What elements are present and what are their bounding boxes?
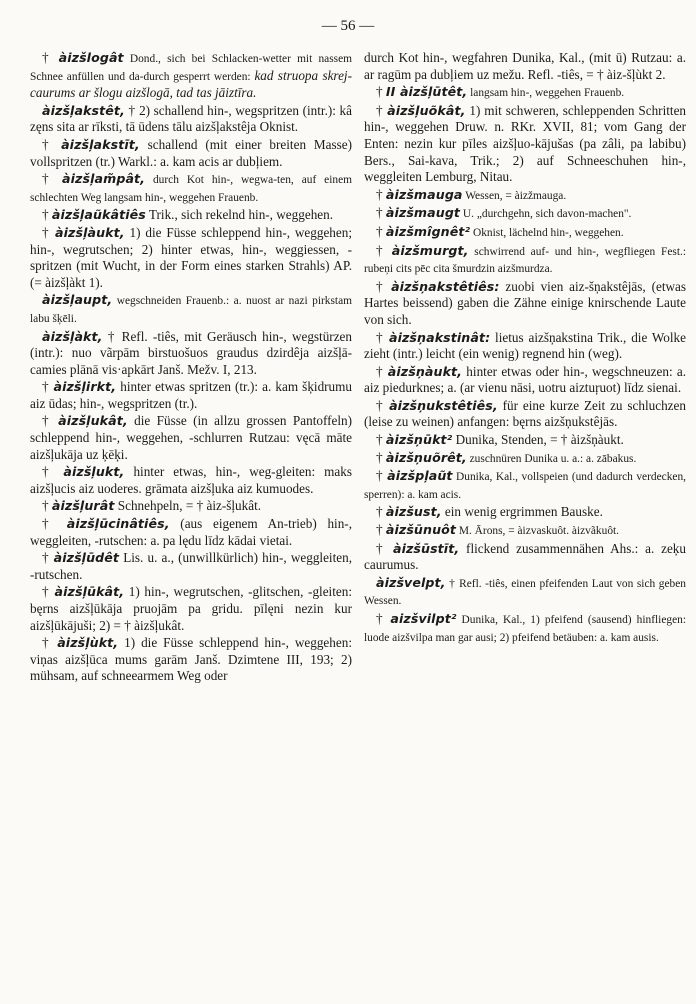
right-column [364, 50, 686, 647]
dictionary-entry [364, 279, 686, 329]
entry-marker: † [42, 50, 59, 65]
entry-headword: àizšļaupt, [42, 292, 113, 308]
entry-note: zuschnüren Dunika u. a.: a. zābakus. [466, 452, 637, 465]
entry-example: kad struopa skrej-caurums ar šlogu aizšlogā, tad tas jāiztīra. [30, 67, 352, 101]
entry-definition: hinter etwas spritzen (tr.): a. kam šķidrumu aiz ūdas; hin-, wegspritzen (tr.). [30, 379, 353, 411]
entry-definition: ein wenig ergrimmen Bauske. [441, 504, 603, 520]
entry-definition: schallend (mit einer breiten Masse) vollspritzen (tr.) Warkl.: a. kam acis ar dubļiem. [30, 136, 353, 169]
entry-headword: àizšpļaũt [387, 468, 453, 484]
entry-headword: àizšļūdêt [53, 550, 120, 566]
entry-marker: † [42, 171, 63, 187]
entry-marker: † [376, 449, 386, 465]
dictionary-entry [364, 187, 686, 205]
entry-note: Dond., sich bei Schlacken-wetter mit nassem Schnee anfüllen und da-durch gesperrt werden: [30, 53, 353, 83]
entry-headword: àizšmîgnêt² [385, 223, 471, 239]
entry-note: † Refl. -tiês, einen pfeifenden Laut von sich geben Wessen. [364, 577, 686, 608]
entry-definition: lietus aizšņakstina Trik., die Wolke zieht (intr.) leicht (ein wenig) regnend hin (weg). [364, 329, 686, 362]
entry-definition: 1) hin-, wegrutschen, -glitschen, -gleiten: bęrns aizšļūkāja pruojām pa gridu. pīlęni nezin kur aizšļūkājuši; 2) = † àizšļukât. [30, 584, 352, 633]
entry-marker: † [42, 635, 58, 651]
dictionary-entry [30, 550, 352, 583]
entry-marker: † [376, 329, 389, 345]
entry-headword: àizšļuõkât, [387, 102, 466, 118]
entry-headword: àizšļakstêt, [42, 102, 125, 118]
entry-marker: † [42, 584, 55, 600]
dictionary-entry [364, 432, 686, 449]
dictionary-entry [364, 611, 686, 646]
entry-note: Wessen, = àizžmauga. [462, 189, 567, 202]
dictionary-entry [364, 398, 686, 431]
dictionary-entry [364, 205, 686, 223]
entry-definition: die Füsse (in allzu grossen Pantoffeln) schleppend hin-, weggehen, -schlurren Rutzau: vęcā māte aizšļukāja uz ķēķi. [30, 413, 353, 462]
entry-marker: † [376, 242, 392, 258]
entry-definition: Lis. u. a., (unwillkürlich) hin-, weggleiten, -rutschen. [30, 550, 352, 582]
entry-note: Oknist, lächelnd hin-, weggehen. [470, 226, 624, 239]
entry-headword: àizšļàkt, [42, 328, 103, 344]
entry-definition: durch Kot hin-, wegfahren Dunika, Kal., (mit ū) Rutzau: a. ar ragūm pa dubļiem uz mežu. Refl. -tiês, = † àiz-šļùkt 2. [364, 50, 686, 82]
entry-definition: † Refl. -tiês, mit Geräusch hin-, wegstürzen (intr.): nuo vãrpām birstuošuos graudus dzirdêja aizšļā-camies plānā vis·apkārt Janš. Mežv. I, 213. [30, 328, 352, 377]
entry-headword: àizšūnuôt [385, 522, 457, 538]
entry-definition: 1) die Füsse schleppend hin-, weggehen; hin-, wegrutschen; 2) hinter etwas, hin-, weggiessen, -spritzen (mit Wucht, in der Form eines starken Strahls) AP. (= àizšļàkt 1). [30, 224, 352, 290]
entry-marker: † [376, 186, 386, 202]
entry-headword: àizšļukt, [63, 464, 125, 480]
dictionary-entry [30, 292, 352, 327]
entry-marker: † [376, 102, 388, 118]
entry-marker: † [42, 413, 59, 429]
entry-marker: † [376, 432, 386, 448]
entry-headword: àizšļurât [51, 498, 115, 514]
entry-note: wegschneiden Frauenb.: a. nuost ar nazi pirkstam labu šķēli. [30, 295, 352, 325]
entry-headword: àizšļirkt, [53, 379, 117, 395]
entry-definition: Dunika, Stenden, = † àizšņàukt. [452, 432, 624, 448]
dictionary-entry [30, 329, 352, 379]
entry-headword: àizšūstīt, [392, 540, 460, 556]
entry-marker: † [376, 278, 392, 294]
entry-note: Dunika, Kal., vollspeien (und dadurch verdecken, sperren): a. kam acis. [364, 471, 687, 501]
entry-marker: † [42, 379, 54, 395]
entry-headword: àizšļakstīt, [61, 136, 140, 152]
dictionary-entry [30, 171, 352, 206]
entry-definition: 1) mit schweren, schleppenden Schritten hin-, weggehen Druw. n. RKr. XVII, 81; vom Gang der Enten: nezin kur pīles aizšļuo-kājušas (pa zâli, pa labibu) Bers., Sai-kava, Trik.; 2) auf Schneeschuhen hin-, weggleiten Lemburg, Nitau. [364, 102, 687, 185]
dictionary-entry [364, 50, 686, 83]
entry-headword: àizšļūkât, [54, 584, 125, 600]
dictionary-entry [364, 103, 686, 186]
entry-definition: für eine kurze Zeit zu schluchzen (leise zu weinen) anfangen: bęrns aizšņukstêjās. [364, 397, 686, 430]
entry-definition: 1) die Füsse schleppend hin-, weggehen: viņas aizšļūca mums garām Janš. Dzimtene III, 193; 2) mühsam, auf schneearmem Weg oder [30, 635, 352, 684]
dictionary-entry [30, 225, 352, 291]
dictionary-entry [364, 450, 686, 468]
entry-marker: † [376, 205, 386, 221]
entry-headword: àizšmurgt, [391, 242, 469, 258]
entry-marker: † [42, 498, 52, 514]
entry-definition: hinter etwas oder hin-, wegschneuzen: a. aiz piedurknes; a. (ar vienu nāsi, uotru aiztuŗuot) līdz sienai. [364, 363, 687, 396]
entry-marker: † [376, 84, 386, 100]
entry-definition: hinter etwas, hin-, weg-gleiten: maks aizšļucis aiz uoderes. grāmata aizšļuka aiz kumuodes. [30, 464, 353, 496]
entry-headword: àizšmaugt [385, 205, 461, 221]
dictionary-entry [30, 137, 352, 170]
entry-headword: àizšņakstinât: [388, 329, 491, 345]
entry-note: schwirrend auf- und hin-, wegfliegen Fest.: rubeņi cits pēc cita šmurdzin aizšmurdza. [364, 245, 686, 276]
dictionary-entry [30, 103, 352, 136]
page-number: — 56 — [321, 18, 375, 34]
dictionary-entry [30, 516, 352, 549]
entry-headword: àizšļùkt, [57, 635, 119, 651]
entry-definition: Schnehpeln, = † àiz-šļukât. [114, 498, 262, 514]
entry-headword: aizšvilpt² [390, 611, 457, 626]
entry-marker: † [42, 464, 64, 480]
entry-definition: zuobi vien aiz-šņakstêjās, (etwas Hartes beissend) gaben die Zähne einige knirschende Laute von sich. [364, 278, 686, 327]
entry-marker: † [376, 504, 386, 520]
entry-marker: † [376, 468, 388, 484]
entry-marker: † [376, 540, 393, 556]
dictionary-entry [30, 635, 352, 685]
entry-marker: † [376, 223, 386, 239]
entry-note: M. Ārons, = àizvaskuôt. àizvãkuôt. [456, 525, 620, 538]
left-column [30, 50, 352, 686]
entry-definition: flickend zusammennähen Ahs.: a. zeķu caurumus. [364, 540, 686, 573]
entry-marker: † [376, 611, 391, 626]
entry-definition: Trik., sich rekelnd hin-, weggehen. [145, 207, 334, 223]
dictionary-entry [364, 243, 686, 278]
dictionary-entry [30, 379, 352, 412]
entry-headword: àizšņàukt, [387, 363, 463, 379]
dictionary-entry [364, 330, 686, 363]
dictionary-entry [30, 464, 352, 497]
entry-definition: (aus eigenem An-trieb) hin-, weggleiten, -rutschen: a. pa lędu līdz kādai vietai. [30, 516, 352, 548]
dictionary-entry [30, 498, 352, 515]
dictionary-entry [30, 584, 352, 634]
entry-headword: àizšvelpt, [376, 574, 446, 590]
entry-headword: àizšļam̃pât, [62, 171, 146, 187]
dictionary-entry [364, 468, 686, 503]
dictionary-entry [364, 224, 686, 242]
entry-definition: † 2) schallend hin-, wegspritzen (intr.): kâ zęns sita ar rīksti, tā ūdens tālu aizšļakstêja Oknist. [30, 102, 352, 135]
entry-marker: † [42, 224, 56, 240]
entry-headword: II àizšļūtêt, [385, 84, 468, 100]
dictionary-entry [364, 541, 686, 574]
entry-headword: àizšlogât [58, 50, 124, 65]
entry-headword: àizšļūcinâtiês, [66, 516, 170, 532]
dictionary-entry [30, 207, 352, 224]
dictionary-entry [364, 364, 686, 397]
dictionary-entry [364, 84, 686, 102]
entry-note: U. „durchgehn, sich davon-machen". [460, 208, 632, 221]
entry-marker: † [376, 363, 388, 379]
entry-headword: àizšmauga [385, 186, 463, 202]
entry-note: durch Kot hin-, wegwa-ten, auf einem schlechten Weg langsam hin-, weggehen Frauenb. [30, 174, 352, 204]
entry-headword: àizšļàukt, [55, 224, 125, 240]
dictionary-entry [30, 50, 352, 102]
entry-marker: † [376, 397, 390, 413]
entry-headword: àizšust, [385, 504, 442, 520]
entry-headword: àizšļukât, [58, 413, 128, 429]
dictionary-entry [364, 522, 686, 540]
dictionary-entry [364, 504, 686, 521]
entry-headword: àizšņukstêtiês, [389, 397, 498, 413]
entry-headword: àizšņuõrêt, [385, 449, 467, 465]
entry-headword: àizšņakstêtiês: [391, 278, 500, 294]
entry-marker: † [42, 516, 67, 532]
dictionary-entry [30, 413, 352, 463]
entry-headword: àizšļaũkâtiês [51, 207, 146, 223]
entry-note: Dunika, Kal., 1) pfeifend (sausend) hinfliegen: luode aizšvilpa man gar ausi; 2) pfeifend betäuben: a. kam ausis. [364, 614, 687, 644]
entry-headword: àizšņūkt² [385, 432, 453, 448]
dictionary-entry [364, 575, 686, 610]
entry-marker: † [42, 207, 52, 223]
entry-note: langsam hin-, weggehen Frauenb. [467, 87, 625, 100]
entry-marker: † [42, 550, 54, 566]
entry-marker: † [376, 522, 386, 538]
entry-marker: † [42, 136, 62, 152]
